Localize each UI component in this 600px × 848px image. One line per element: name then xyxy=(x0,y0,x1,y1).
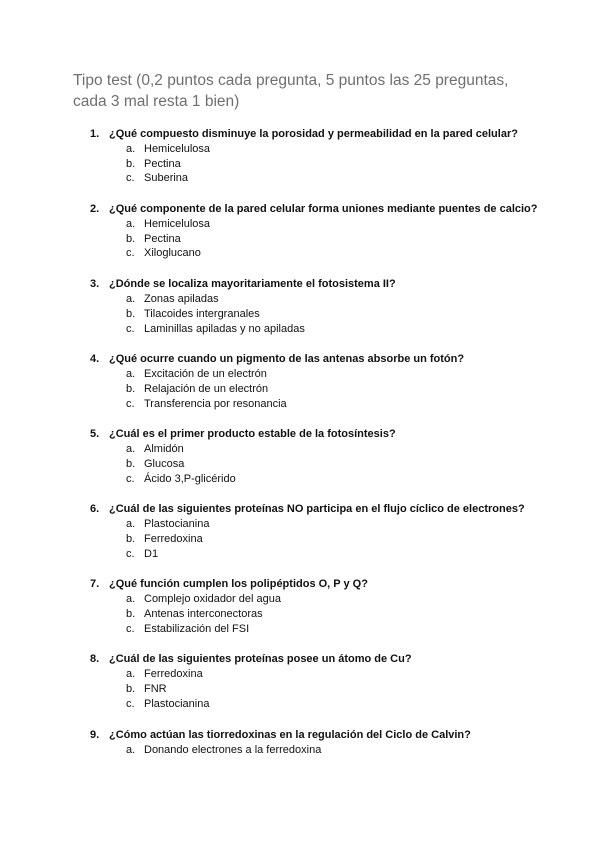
question-number: 3. xyxy=(90,278,100,291)
question-text: ¿Cuál de las siguientes proteínas NO participa en el flujo cíclico de electrones? xyxy=(109,503,525,516)
option-text: Donando electrones a la ferredoxina xyxy=(144,743,322,756)
option-list xyxy=(0,743,600,758)
question-text: ¿Cuál de las siguientes proteínas posee un átomo de Cu? xyxy=(109,653,412,666)
question-4 xyxy=(0,352,600,411)
answer-option xyxy=(0,607,600,622)
answer-option xyxy=(0,622,600,637)
option-letter: c. xyxy=(126,697,135,710)
option-text: Estabilización del FSI xyxy=(144,622,250,635)
option-text: Ferredoxina xyxy=(144,533,203,545)
question-6 xyxy=(0,502,600,561)
option-letter: a. xyxy=(126,668,136,681)
option-list xyxy=(0,142,600,186)
question-3 xyxy=(0,277,600,336)
option-letter: a. xyxy=(126,218,136,231)
option-letter: b. xyxy=(126,157,136,170)
option-text: Complejo oxidador del agua xyxy=(144,593,281,606)
answer-option xyxy=(0,532,600,547)
option-letter: a. xyxy=(126,518,136,531)
answer-option xyxy=(0,457,600,472)
question-number: 1. xyxy=(90,128,100,140)
option-letter: a. xyxy=(126,743,136,756)
option-text: Pectina xyxy=(144,232,181,245)
option-text: Xiloglucano xyxy=(144,247,201,260)
question-number: 8. xyxy=(90,653,100,666)
option-text: Relajación de un electrón xyxy=(144,382,269,395)
option-list xyxy=(0,292,600,336)
option-list xyxy=(0,367,600,411)
question-number: 6. xyxy=(90,503,100,516)
option-list xyxy=(0,592,600,636)
question-8 xyxy=(0,652,600,711)
option-text: Tilacoides intergranales xyxy=(144,307,260,320)
question-text: ¿Cómo actúan las tiorredoxinas en la regulación del Ciclo de Calvin? xyxy=(109,728,471,741)
option-text: Hemicelulosa xyxy=(144,143,211,155)
question-text: ¿Qué compuesto disminuye la porosidad y permeabilidad en la pared celular? xyxy=(109,128,518,140)
option-text: Glucosa xyxy=(144,457,185,470)
answer-option xyxy=(0,442,600,457)
question-text: ¿Qué ocurre cuando un pigmento de las antenas absorbe un fotón? xyxy=(109,353,465,366)
option-letter: c. xyxy=(126,622,135,635)
option-text: FNR xyxy=(144,683,167,696)
option-text: Suberina xyxy=(144,172,189,185)
question-number: 9. xyxy=(90,728,100,741)
answer-option xyxy=(0,322,600,337)
option-text: Zonas apiladas xyxy=(144,293,219,306)
option-letter: a. xyxy=(126,143,136,155)
answer-option xyxy=(0,743,600,758)
option-letter: b. xyxy=(126,608,136,621)
answer-option xyxy=(0,667,600,682)
question-text: ¿Qué componente de la pared celular forma uniones mediante puentes de calcio? xyxy=(109,203,538,216)
answer-option xyxy=(0,592,600,607)
question-number: 5. xyxy=(90,428,100,441)
question-text: ¿Qué función cumplen los polipéptidos O, P y Q? xyxy=(109,578,368,591)
question-number: 4. xyxy=(90,353,100,366)
option-text: Almidón xyxy=(144,443,184,456)
answer-option xyxy=(0,382,600,397)
option-text: Laminillas apiladas y no apiladas xyxy=(144,322,305,335)
answer-option xyxy=(0,472,600,487)
option-letter: b. xyxy=(126,307,136,320)
answer-option xyxy=(0,397,600,412)
option-letter: c. xyxy=(126,247,135,260)
option-letter: c. xyxy=(126,397,135,410)
option-text: Transferencia por resonancia xyxy=(144,397,287,410)
question-1 xyxy=(0,127,600,186)
answer-option xyxy=(0,232,600,247)
answer-option xyxy=(0,697,600,712)
option-letter: c. xyxy=(126,172,135,185)
option-list xyxy=(0,217,600,261)
option-list xyxy=(0,442,600,486)
option-text: Plastocianina xyxy=(144,518,210,531)
question-text: ¿Dónde se localiza mayoritariamente el fotosistema II? xyxy=(109,278,396,291)
option-text: Excitación de un electrón xyxy=(144,368,267,381)
question-7 xyxy=(0,577,600,636)
answer-option xyxy=(0,547,600,562)
answer-option xyxy=(0,246,600,261)
test-instructions: Tipo test (0,2 puntos cada pregunta, 5 puntos las 25 preguntas, cada 3 mal resta 1 bien) xyxy=(73,72,509,110)
question-number: 2. xyxy=(90,203,100,216)
question-number: 7. xyxy=(90,578,100,591)
answer-option xyxy=(0,682,600,697)
answer-option xyxy=(0,217,600,232)
option-text: Pectina xyxy=(144,157,181,170)
option-letter: a. xyxy=(126,368,136,381)
option-letter: b. xyxy=(126,457,136,470)
option-letter: a. xyxy=(126,293,136,306)
question-5 xyxy=(0,427,600,486)
option-letter: a. xyxy=(126,593,136,606)
option-letter: c. xyxy=(126,547,135,560)
answer-option xyxy=(0,142,600,157)
question-9 xyxy=(0,728,600,758)
option-text: Hemicelulosa xyxy=(144,218,211,231)
option-text: Plastocianina xyxy=(144,697,210,710)
option-text: Ferredoxina xyxy=(144,668,203,681)
question-list xyxy=(0,127,600,773)
question-text: ¿Cuál es el primer producto estable de la fotosíntesis? xyxy=(109,428,396,441)
answer-option xyxy=(0,171,600,186)
answer-option xyxy=(0,292,600,307)
answer-option xyxy=(0,307,600,322)
option-letter: c. xyxy=(126,472,135,485)
option-text: Ácido 3,P-glicérido xyxy=(144,472,236,485)
question-2 xyxy=(0,202,600,261)
option-list xyxy=(0,517,600,561)
option-letter: a. xyxy=(126,443,136,456)
option-text: Antenas interconectoras xyxy=(144,608,263,621)
option-letter: b. xyxy=(126,382,136,395)
answer-option xyxy=(0,157,600,172)
answer-option xyxy=(0,367,600,382)
option-letter: b. xyxy=(126,232,136,245)
answer-option xyxy=(0,517,600,532)
option-letter: b. xyxy=(126,683,136,696)
option-list xyxy=(0,667,600,711)
option-letter: b. xyxy=(126,533,136,545)
option-letter: c. xyxy=(126,322,135,335)
option-text: D1 xyxy=(144,547,159,560)
